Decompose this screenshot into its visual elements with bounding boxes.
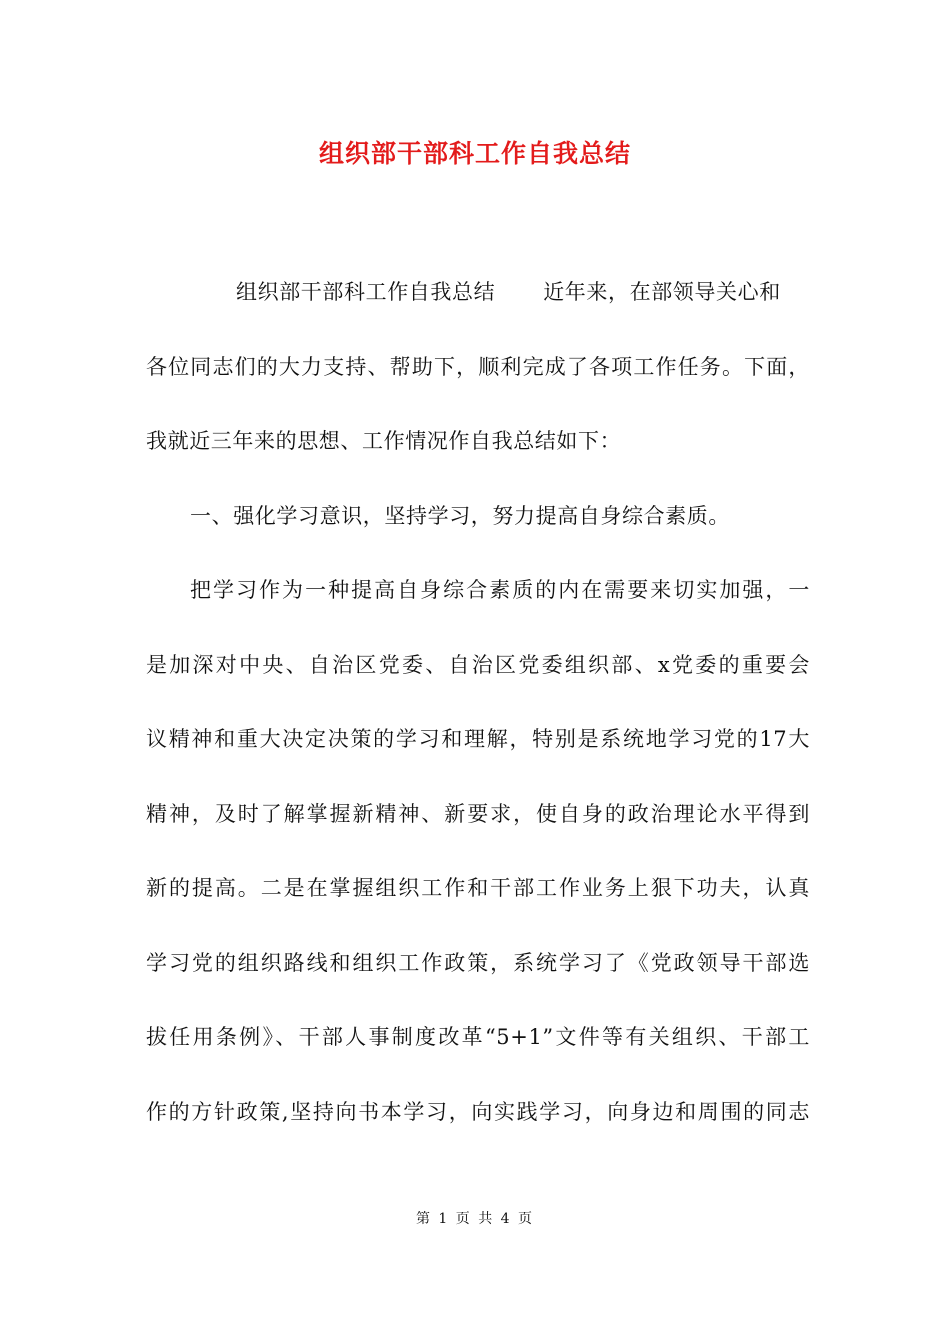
- document-title: 组织部干部科工作自我总结: [318, 139, 631, 168]
- body-line-5: 把学习作为一种提高自身综合素质的内在需要来切实加强，一: [190, 578, 810, 602]
- body-line-12: 作的方针政策,坚持向书本学习，向实践学习，向身边和周围的同志: [146, 1099, 810, 1124]
- body-line-9: 新的提高。二是在掌握组织工作和干部工作业务上狠下功夫，认真: [146, 876, 810, 900]
- heading-inline: 组织部干部科工作自我总结: [236, 280, 496, 304]
- section-heading-1: 一、强化学习意识，坚持学习，努力提高自身综合素质。: [190, 503, 730, 528]
- body-line-1-text: 近年来，在部领导关心和: [543, 280, 781, 304]
- page-number-footer: 第 1 页 共 4 页: [415, 1211, 535, 1227]
- body-line-3: 我就近三年来的思想、工作情况作自我总结如下：: [146, 429, 622, 453]
- body-line-1: [146, 270, 810, 345]
- body-line-8: 精神，及时了解掌握新精神、新要求，使自身的政治理论水平得到: [146, 801, 810, 826]
- body-line-2: 各位同志们的大力支持、帮助下，顺利完成了各项工作任务。下面，: [146, 354, 810, 379]
- body-line-11: 拔任用条例》、干部人事制度改革“5+1”文件等有关组织、干部工: [146, 1025, 810, 1049]
- body-line-6: 是加深对中央、自治区党委、自治区党委组织部、x党委的重要会: [146, 652, 810, 677]
- document-body: [146, 270, 810, 1164]
- body-line-10: 学习党的组织路线和组织工作政策，系统学习了《党政领导干部选: [146, 950, 810, 975]
- body-line-7: 议精神和重大决定决策的学习和理解，特别是系统地学习党的17大: [146, 727, 810, 751]
